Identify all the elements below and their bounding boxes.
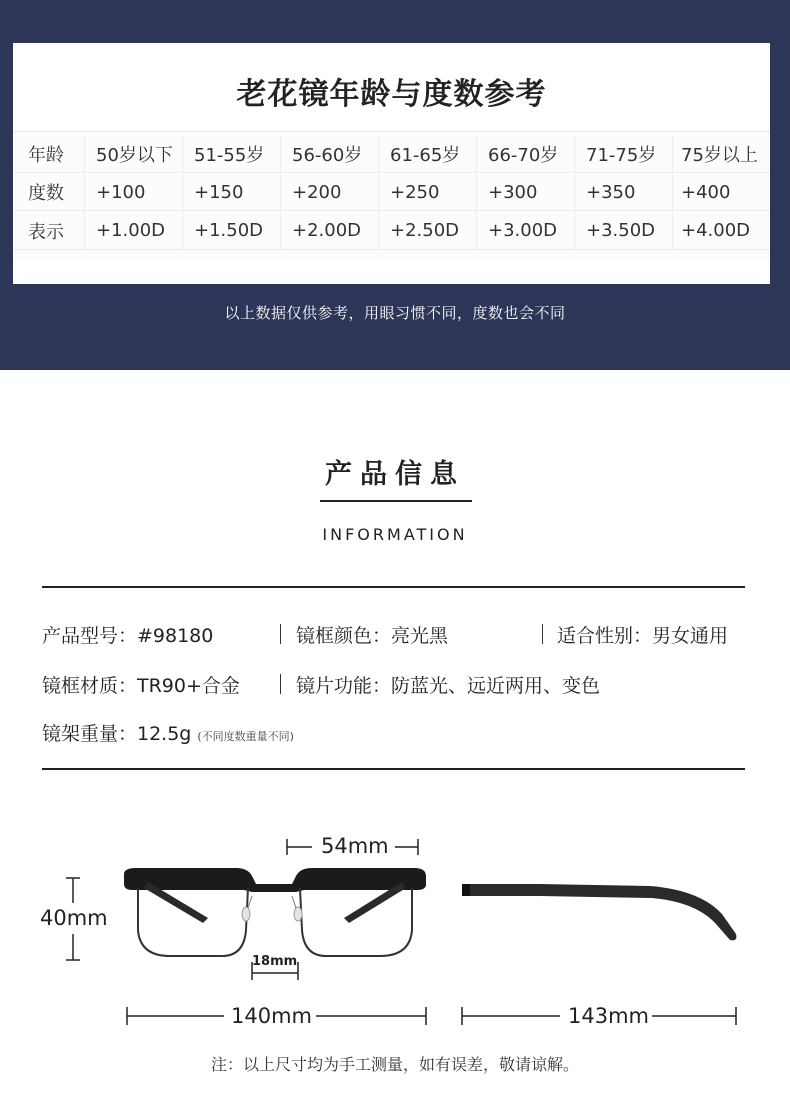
table-cell: +200 xyxy=(281,174,379,210)
glasses-dimension-drawing xyxy=(0,820,790,1040)
table-cell: 61-65岁 xyxy=(379,136,477,172)
title-underline xyxy=(320,500,472,502)
glasses-side-view xyxy=(462,884,736,940)
spec-lens-function: 镜片功能：防蓝光、远近两用、变色 xyxy=(296,675,601,697)
frame-width-label: 140mm xyxy=(231,1004,312,1028)
table-cell: +400 xyxy=(681,181,731,203)
spec-frame-material: 镜框材质：TR90+合金 xyxy=(42,675,240,697)
reference-card xyxy=(13,43,770,284)
spec-weight-note: (不同度数重量不同) xyxy=(197,730,294,743)
table-cell: +250 xyxy=(379,174,477,210)
table-cell: +3.50D xyxy=(575,212,673,249)
table-cell: +150 xyxy=(183,174,281,210)
separator xyxy=(280,624,281,644)
table-cell: +100 xyxy=(85,174,183,210)
table-cell: 56-60岁 xyxy=(281,136,379,172)
spec-gender: 适合性别：男女通用 xyxy=(557,625,729,647)
table-cell: 50岁以下 xyxy=(85,136,183,172)
table-cell: 年龄 xyxy=(13,136,85,172)
table-cell: +350 xyxy=(575,174,673,210)
bridge-label: 18mm xyxy=(252,954,298,969)
reference-banner xyxy=(0,0,790,370)
table-cell: 度数 xyxy=(13,174,85,210)
table-cell: 66-70岁 xyxy=(477,136,575,172)
table-cell: 表示 xyxy=(13,212,85,249)
spec-frame-color: 镜框颜色：亮光黑 xyxy=(296,625,449,647)
divider-bottom xyxy=(42,768,745,770)
table-cell: 51-55岁 xyxy=(183,136,281,172)
table-cell: +1.00D xyxy=(85,212,183,249)
table-cell: 71-75岁 xyxy=(575,136,673,172)
table-cell: 75岁以上 xyxy=(681,145,758,166)
table-cell: +2.00D xyxy=(281,212,379,249)
table-cell: +4.00D xyxy=(681,220,751,241)
info-subtitle: INFORMATION xyxy=(322,525,468,544)
reference-title: 老花镜年龄与度数参考 xyxy=(236,77,547,112)
spec-model: 产品型号：#98180 xyxy=(42,625,214,647)
table-row-power xyxy=(13,174,770,211)
reference-note: 以上数据仅供参考，用眼习惯不同，度数也会不同 xyxy=(224,304,566,322)
divider-top xyxy=(42,586,745,588)
table-cell: +1.50D xyxy=(183,212,281,249)
spec-weight-value: 镜架重量：12.5g xyxy=(42,723,192,745)
glasses-front-view xyxy=(124,868,426,956)
table-cell: +3.00D xyxy=(477,212,575,249)
lens-width-label: 54mm xyxy=(321,834,389,858)
table-row-age xyxy=(13,136,770,173)
measurement-note: 注：以上尺寸均为手工测量，如有误差，敬请谅解。 xyxy=(210,1055,579,1074)
separator xyxy=(542,624,543,644)
age-power-table xyxy=(13,131,770,261)
spec-weight xyxy=(42,719,294,746)
table-row-diopter xyxy=(13,212,770,250)
separator xyxy=(280,674,281,694)
table-cell: +2.50D xyxy=(379,212,477,249)
info-title: 产品信息 xyxy=(325,459,465,490)
table-cell: +300 xyxy=(477,174,575,210)
temple-length-label: 143mm xyxy=(568,1004,649,1028)
lens-height-label: 40mm xyxy=(40,906,108,930)
